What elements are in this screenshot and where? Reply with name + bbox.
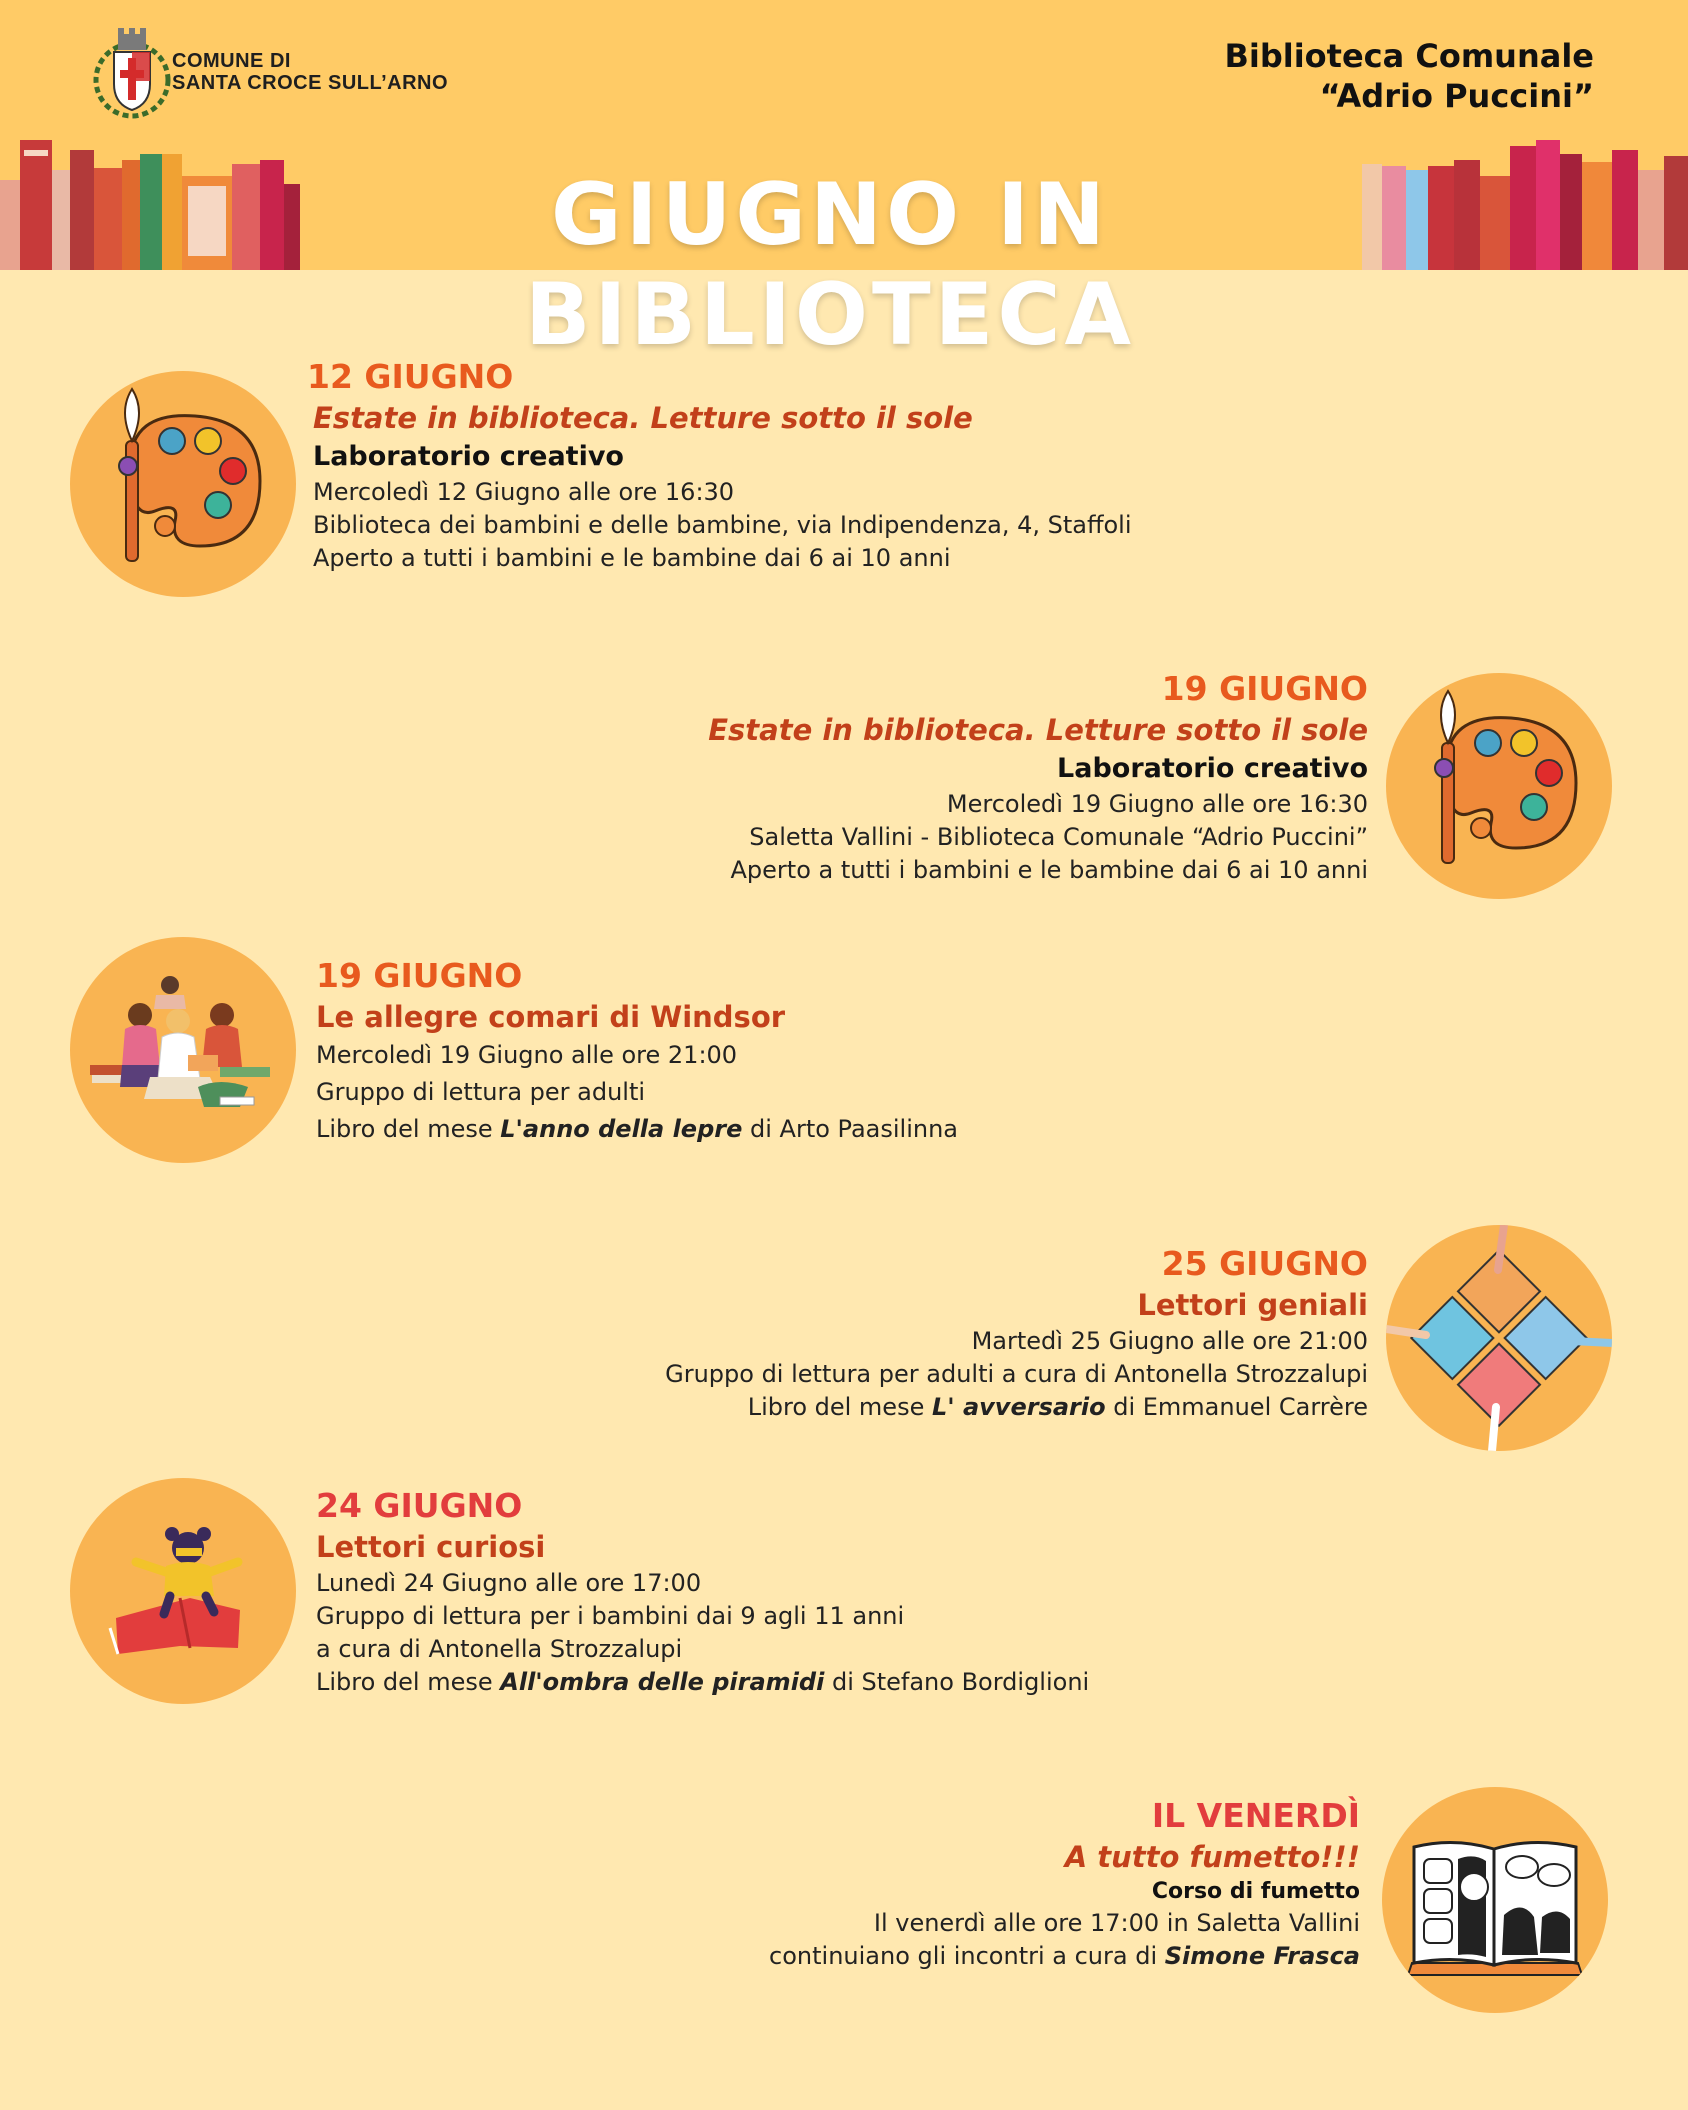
library-line-2: “Adrio Puccini” [1319,77,1594,115]
event-6-book-line [769,1940,1360,1973]
event-3-book-suffix: di Arto Paasilinna [742,1115,958,1143]
event-6-date: IL VENERDÌ [1151,1796,1360,1835]
page-title: GIUGNO IN BIBLIOTECA [524,165,1136,365]
event-5-line-3: a cura di Antonella Strozzalupi [316,1635,683,1663]
event-5-book-suffix: di Stefano Bordiglioni [824,1668,1090,1696]
event-6-book-title: Simone Frasca [1164,1942,1360,1970]
event-6 [769,1795,1360,1973]
event-4-book-title: L' avversario [931,1393,1106,1421]
municipality-name [172,50,448,94]
event-2-line-2: Saletta Vallini - Biblioteca Comunale “Adrio Puccini” [749,823,1368,851]
event-3 [316,955,958,1148]
event-6-line-1: Il venerdì alle ore 17:00 in Saletta Vallini [873,1909,1360,1937]
event-4-subtitle: Lettori geniali [1137,1288,1368,1322]
event-4 [665,1243,1368,1424]
event-4-book-suffix: di Emmanuel Carrère [1105,1393,1368,1421]
event-5-line-2: Gruppo di lettura per i bambini dai 9 agli 11 anni [316,1602,905,1630]
event-3-line-1: Mercoledì 19 Giugno alle ore 21:00 [316,1041,738,1069]
municipality-line-1: COMUNE DI [172,50,291,72]
event-1-date: 12 GIUGNO [307,357,514,396]
event-2-kind: Laboratorio creativo [1057,753,1368,784]
event-2-line-3: Aperto a tutti i bambini e le bambine dai 6 ai 10 anni [730,856,1368,884]
library-name [1224,36,1594,116]
event-1-subtitle: Estate in biblioteca. Letture sotto il sole [313,401,973,435]
event-1-line-3: Aperto a tutti i bambini e le bambine dai 6 ai 10 anni [313,544,951,572]
event-6-book-prefix: continuiano gli incontri a cura di [769,1942,1165,1970]
event-1-icon-circle [70,371,296,597]
books-right-illustration [1362,140,1688,270]
event-3-book-prefix: Libro del mese [316,1115,501,1143]
event-6-subtitle: A tutto fumetto!!! [1064,1840,1360,1874]
event-5-book-line [316,1666,1089,1699]
municipality-line-2: SANTA CROCE SULL’ARNO [172,72,449,94]
event-3-subtitle: Le allegre comari di Windsor [316,1000,786,1034]
event-5 [316,1485,1089,1699]
event-1 [307,356,1132,575]
event-5-subtitle: Lettori curiosi [316,1530,546,1564]
event-4-icon-circle [1386,1225,1612,1451]
reading-group-icon [70,937,296,1163]
paint-palette-icon [1386,673,1612,899]
books-left-illustration [0,140,300,270]
event-5-date: 24 GIUGNO [316,1486,523,1525]
municipal-crest-icon [92,22,172,122]
event-2-date: 19 GIUGNO [1161,669,1368,708]
event-3-line-2: Gruppo di lettura per adulti [316,1078,646,1106]
header-band [0,0,1688,365]
event-1-kind: Laboratorio creativo [313,441,624,472]
event-4-date: 25 GIUGNO [1161,1244,1368,1283]
event-5-line-1: Lunedì 24 Giugno alle ore 17:00 [316,1569,702,1597]
event-4-line-2: Gruppo di lettura per adulti a cura di Antonella Strozzalupi [665,1360,1368,1388]
library-line-1: Biblioteca Comunale [1224,37,1594,75]
event-5-book-title: All'ombra delle piramidi [500,1668,825,1696]
event-2-line-1: Mercoledì 19 Giugno alle ore 16:30 [946,790,1368,818]
event-1-line-1: Mercoledì 12 Giugno alle ore 16:30 [313,478,735,506]
hands-books-icon [1386,1225,1612,1451]
event-3-date: 19 GIUGNO [316,956,523,995]
event-3-icon-circle [70,937,296,1163]
event-2 [708,668,1368,887]
event-2-subtitle: Estate in biblioteca. Letture sotto il sole [708,713,1368,747]
event-4-book-prefix: Libro del mese [747,1393,932,1421]
event-2-icon-circle [1386,673,1612,899]
child-on-book-icon [70,1478,296,1704]
comic-book-icon [1382,1787,1608,2013]
event-6-kind: Corso di fumetto [1151,1879,1360,1904]
event-6-icon-circle [1382,1787,1608,2013]
event-5-book-prefix: Libro del mese [316,1668,501,1696]
event-5-icon-circle [70,1478,296,1704]
paint-palette-icon [70,371,296,597]
event-3-book-line [316,1111,958,1148]
event-4-book-line [665,1391,1368,1424]
event-1-line-2: Biblioteca dei bambini e delle bambine, via Indipendenza, 4, Staffoli [313,511,1132,539]
event-4-line-1: Martedì 25 Giugno alle ore 21:00 [971,1327,1368,1355]
event-3-book-title: L'anno della lepre [500,1115,743,1143]
